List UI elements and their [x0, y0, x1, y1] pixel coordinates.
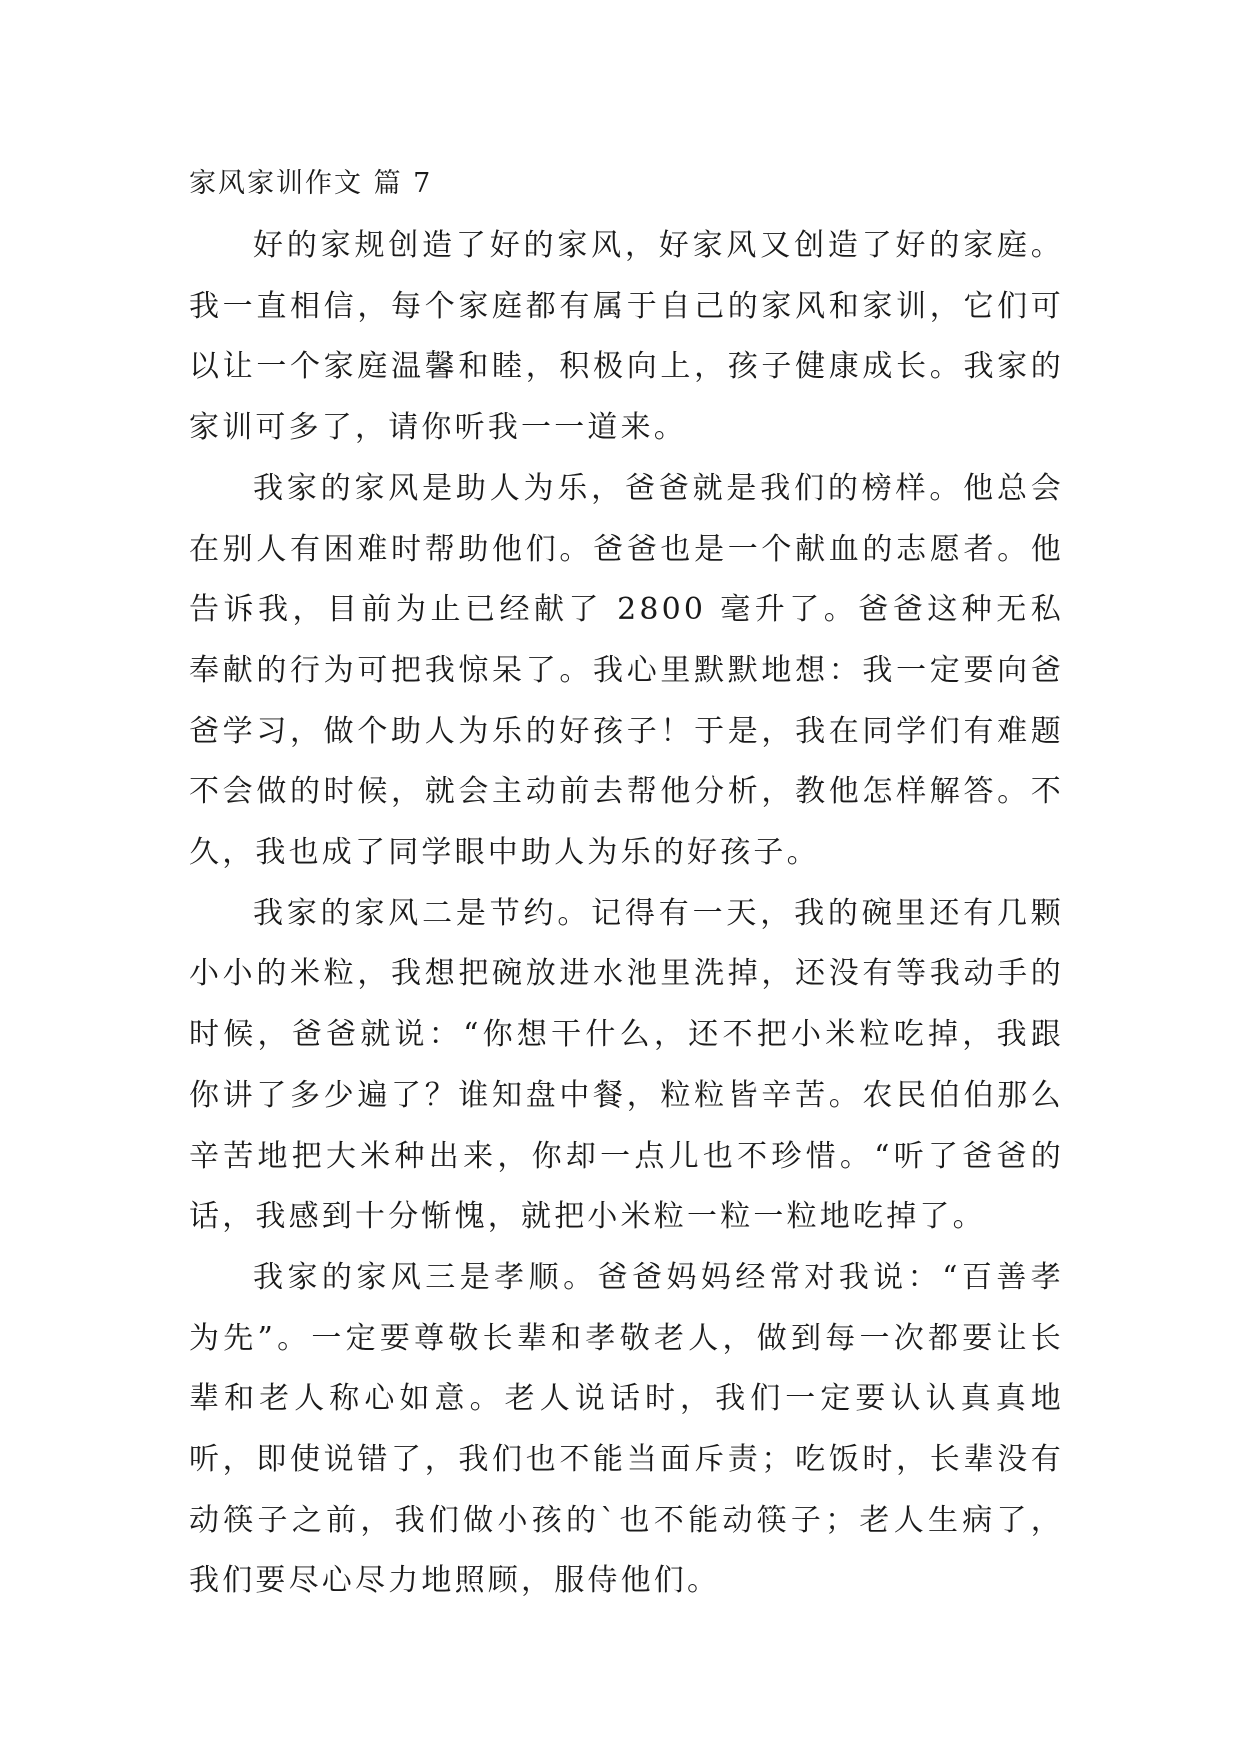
document-body [189, 216, 1064, 1612]
document-title: 家风家训作文 篇 7 [189, 168, 433, 199]
paragraph-2: 我家的家风是助人为乐，爸爸就是我们的榜样。他总会在别人有困难时帮助他们。爸爸也是一个献血的志愿者。他告诉我，目前为止已经献了 2800 毫升了。爸爸这种无私奉献的行为可把我惊呆了。我心里默默地想：我一定要向爸爸学习，做个助人为乐的好孩子！于是，我在同学们有难题不会做的时候，就会主动前去帮他分析，教他怎样解答。不久，我也成了同学眼中助人为乐的好孩子。 [189, 470, 1064, 871]
paragraph-4: 我家的家风三是孝顺。爸爸妈妈经常对我说：“百善孝为先”。一定要尊敬长辈和孝敬老人，做到每一次都要让长辈和老人称心如意。老人说话时，我们一定要认认真真地听，即使说错了，我们也不能当面斥责；吃饭时，长辈没有动筷子之前，我们做小孩的`也不能动筷子；老人生病了，我们要尽心尽力地照顾，服侍他们。 [189, 1259, 1064, 1599]
paragraph-1: 好的家规创造了好的家风，好家风又创造了好的家庭。我一直相信，每个家庭都有属于自己的家风和家训，它们可以让一个家庭温馨和睦，积极向上，孩子健康成长。我家的家训可多了，请你听我一一道来。 [189, 228, 1064, 446]
paragraph-3: 我家的家风二是节约。记得有一天，我的碗里还有几颗小小的米粒，我想把碗放进水池里洗掉，还没有等我动手的时候，爸爸就说：“你想干什么，还不把小米粒吃掉，我跟你讲了多少遍了？谁知盘中餐，粒粒皆辛苦。农民伯伯那么辛苦地把大米种出来，你却一点儿也不珍惜。“听了爸爸的话，我感到十分惭愧，就把小米粒一粒一粒地吃掉了。 [189, 895, 1064, 1235]
